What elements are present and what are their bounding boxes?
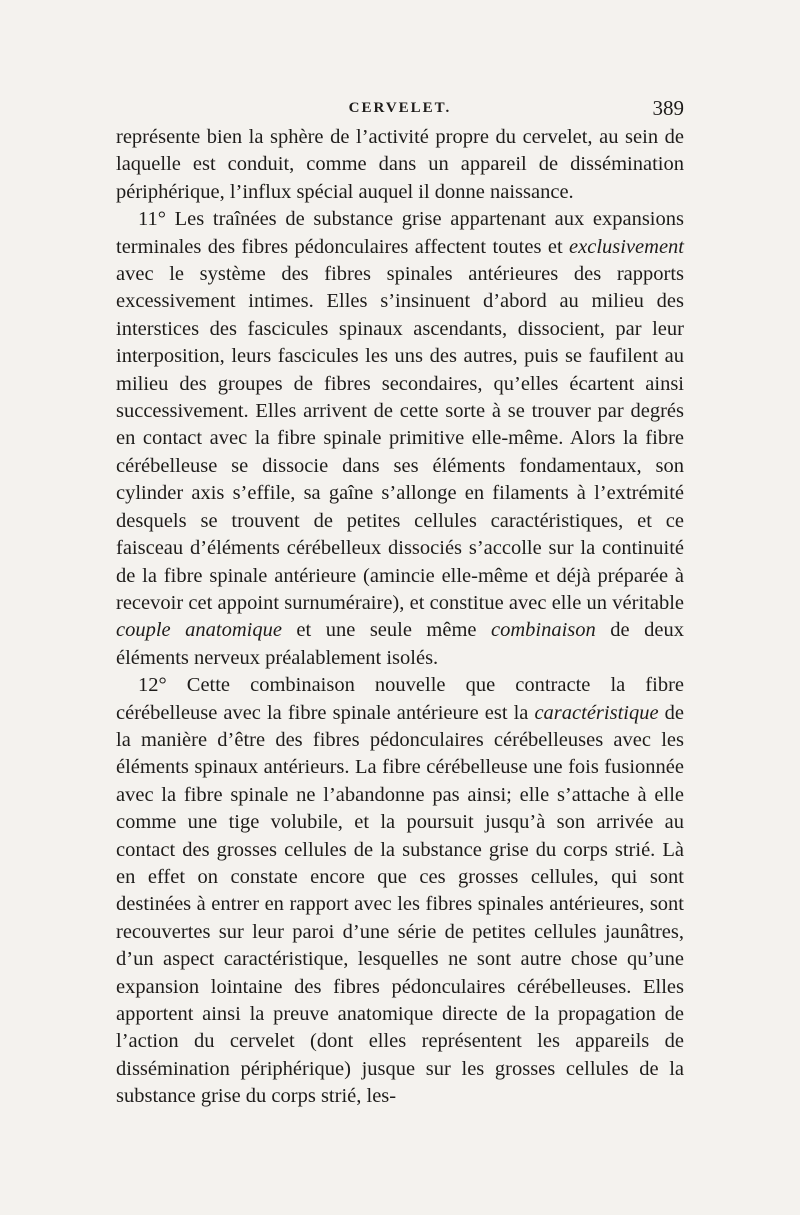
paragraph-2 — [116, 206, 684, 672]
text-segment: 12° Cette combinaison nouvelle que contracte la fibre cérébelleuse avec la fibre spinale antérieure est la — [116, 674, 684, 724]
paragraph-1 — [116, 124, 684, 206]
italic-segment: exclusivement — [569, 235, 684, 258]
text-segment: avec le système des fibres spinales antérieures des rapports excessivement intimes. Elles s’insinuent d’abord au milieu des interstices des fascicules spinaux ascendants, dissocient, par leur interposition, leurs fascicules les uns des autres, puis se faufilent au milieu des groupes de fibres secondaires, qu’elles écartent ainsi successivement. Elles arrivent de cette sorte à se trouver par degrés en contact avec la fibre spinale primitive elle-même. Alors la fibre cérébelleuse se dissocie dans ses éléments fondamentaux, son cylinder axis s’effile, sa gaîne s’allonge en filaments à l’extrémité desquels se trouvent de petites cellules caractéristiques, et ce faisceau d’éléments cérébelleux dissociés s’accolle sur la continuité de la fibre spinale antérieure (amincie elle-même et déjà préparée à recevoir cet appoint surnuméraire), et constitue avec elle un véritable — [116, 263, 684, 614]
running-head — [116, 96, 684, 126]
page-number: 389 — [652, 96, 684, 120]
text-segment: et une seule même — [281, 619, 492, 642]
text-segment: représente bien la sphère de l’activité propre du cervelet, au sein de laquelle est conduit, comme dans un appareil de dissémination périphérique, l’influx spécial auquel il donne naissance. — [116, 126, 684, 203]
running-title: CERVELET. — [348, 100, 452, 116]
italic-segment: couple anatomique — [116, 619, 282, 642]
italic-segment: caractéristique — [534, 701, 659, 724]
text-segment: de la manière d’être des fibres pédonculaires cérébelleuses avec les éléments spinaux antérieurs. La fibre cérébelleuse une fois fusionnée avec la fibre spinale ne l’abandonne pas ainsi; elle s’attache à elle comme une tige volubile, et la poursuit jusqu’à son arrivée au contact des grosses cellules de la substance grise du corps strié. Là en effet on constate encore que ces grosses cellules, qui sont destinées à entrer en rapport avec les fibres spinales antérieures, sont recouvertes sur leur paroi d’une série de petites cellules jaunâtres, d’un aspect caractéristique, lesquelles ne sont autre chose qu’une expansion lointaine des fibres pédonculaires cérébelleuses. Elles apportent ainsi la preuve anatomique directe de la propagation de l’action du cervelet (dont elles représentent les appareils de dissémination périphérique) jusque sur les grosses cellules de la substance grise du corps strié, les- — [116, 701, 684, 1108]
text-segment: 11° Les traînées de substance grise appartenant aux expansions terminales des fibres pédonculaires affectent toutes et — [116, 208, 684, 258]
italic-segment: combinaison — [491, 619, 596, 642]
paragraph-3 — [116, 672, 684, 1111]
body-text — [116, 124, 684, 1111]
text-segment: de deux éléments nerveux préalablement isolés. — [116, 619, 684, 669]
